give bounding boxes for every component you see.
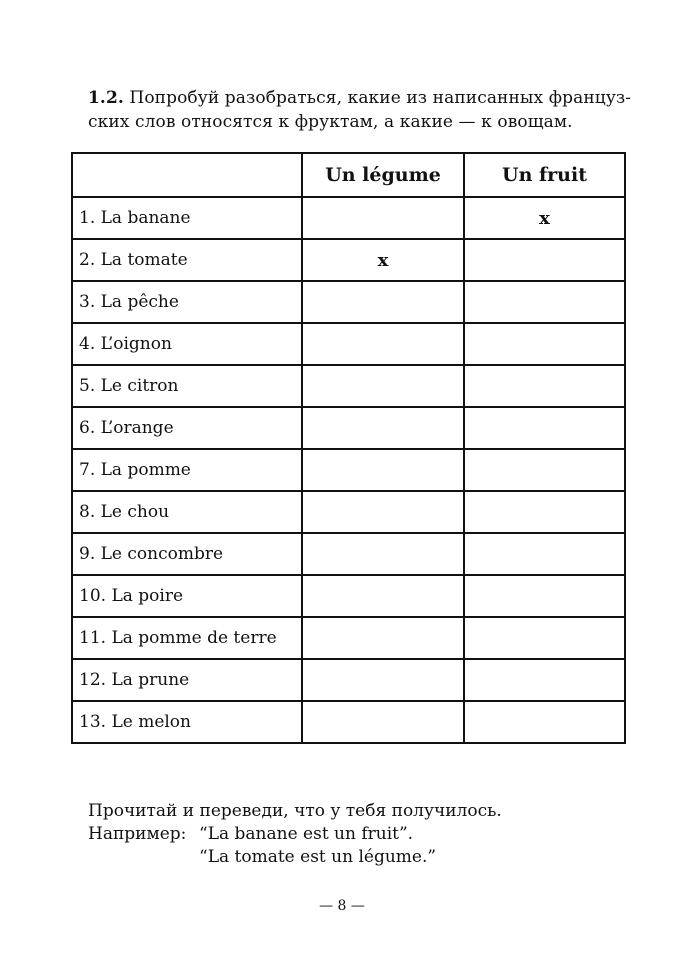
table-row	[72, 323, 625, 365]
word-cell: 13. Le melon	[72, 701, 302, 743]
legume-cell[interactable]	[302, 701, 464, 743]
word-cell: 10. La poire	[72, 575, 302, 617]
task-line-1-text: Попробуй разобраться, какие из написанных француз-	[129, 88, 632, 108]
header-fruit: Un fruit	[464, 153, 625, 197]
word-cell: 3. La pêche	[72, 281, 302, 323]
word-cell: 5. Le citron	[72, 365, 302, 407]
table-row	[72, 407, 625, 449]
fruit-cell[interactable]	[464, 239, 625, 281]
word-cell: 1. La banane	[72, 197, 302, 239]
table-row	[72, 575, 625, 617]
table-body	[72, 197, 625, 743]
fruit-cell[interactable]	[464, 491, 625, 533]
word-cell: 4. L’oignon	[72, 323, 302, 365]
table-row	[72, 491, 625, 533]
task-line-1	[88, 86, 632, 110]
word-cell: 2. La tomate	[72, 239, 302, 281]
table-header-row	[72, 153, 625, 197]
table-row	[72, 701, 625, 743]
word-cell: 7. La pomme	[72, 449, 302, 491]
fruit-cell[interactable]	[464, 701, 625, 743]
fruit-cell[interactable]	[464, 365, 625, 407]
table-row	[72, 617, 625, 659]
legume-cell[interactable]	[302, 197, 464, 239]
word-cell: 8. Le chou	[72, 491, 302, 533]
fruit-cell[interactable]	[464, 449, 625, 491]
fruit-cell[interactable]	[464, 575, 625, 617]
table-row	[72, 533, 625, 575]
table-row	[72, 365, 625, 407]
fruit-cell[interactable]: x	[464, 197, 625, 239]
header-legume: Un légume	[302, 153, 464, 197]
word-cell: 11. La pomme de terre	[72, 617, 302, 659]
instruction: Прочитай и переведи, что у тебя получилось.	[88, 801, 502, 821]
fruit-cell[interactable]	[464, 617, 625, 659]
table-row	[72, 449, 625, 491]
example-row-2	[88, 846, 502, 869]
example-label: Например:	[88, 824, 187, 844]
task-number: 1.2.	[88, 88, 124, 108]
table-row	[72, 239, 625, 281]
legume-cell[interactable]	[302, 491, 464, 533]
legume-cell[interactable]: x	[302, 239, 464, 281]
fruit-cell[interactable]	[464, 281, 625, 323]
task-text	[88, 86, 632, 134]
table-row	[72, 197, 625, 239]
fruit-cell[interactable]	[464, 533, 625, 575]
example-row-1	[88, 823, 502, 846]
header-word	[72, 153, 302, 197]
page-number: — 8 —	[319, 898, 365, 914]
word-cell: 12. La prune	[72, 659, 302, 701]
legume-cell[interactable]	[302, 617, 464, 659]
fruit-cell[interactable]	[464, 407, 625, 449]
word-cell: 9. Le concombre	[72, 533, 302, 575]
legume-cell[interactable]	[302, 281, 464, 323]
legume-cell[interactable]	[302, 323, 464, 365]
table-row	[72, 281, 625, 323]
fruit-cell[interactable]	[464, 659, 625, 701]
vocab-table	[71, 152, 626, 744]
footer-text	[88, 800, 502, 869]
legume-cell[interactable]	[302, 365, 464, 407]
table-row	[72, 659, 625, 701]
legume-cell[interactable]	[302, 449, 464, 491]
legume-cell[interactable]	[302, 575, 464, 617]
fruit-cell[interactable]	[464, 323, 625, 365]
task-line-2: ских слов относятся к фруктам, а какие — к овощам.	[88, 112, 573, 132]
word-cell: 6. L’orange	[72, 407, 302, 449]
legume-cell[interactable]	[302, 533, 464, 575]
legume-cell[interactable]	[302, 407, 464, 449]
example-1: “La banane est un fruit”.	[199, 824, 414, 844]
example-2: “La tomate est un légume.”	[199, 847, 437, 867]
legume-cell[interactable]	[302, 659, 464, 701]
